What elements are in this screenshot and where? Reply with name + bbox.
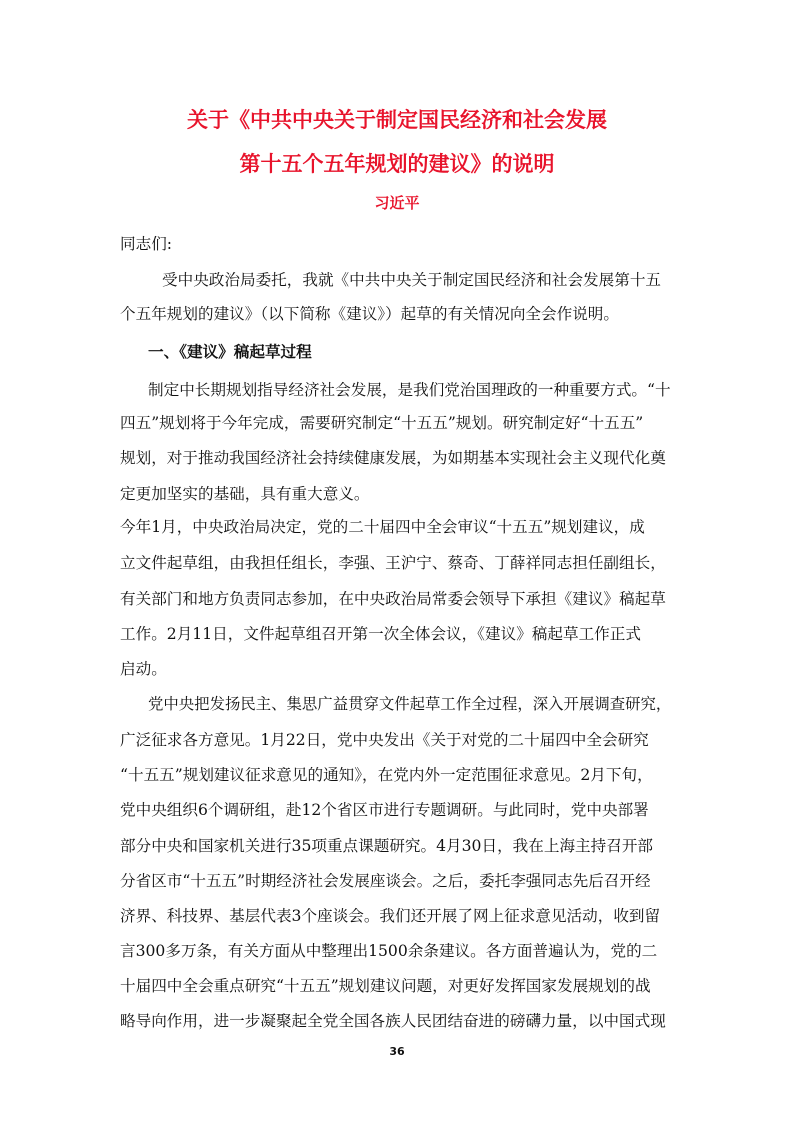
intro-line: 个五年规划的建议》（以下简称《建议》）起草的有关情况向全会作说明。 bbox=[120, 305, 619, 323]
paragraph-line: 工作。2月11日，文件起草组召开第一次全体会议，《建议》稿起草工作正式 bbox=[120, 625, 641, 643]
paragraph-line: 四五”规划将于今年完成，需要研究制定“十五五”规划。研究制定好“十五五” bbox=[120, 414, 644, 432]
paragraph-line: 部分中央和国家机关进行35项重点课题研究。4月30日，我在上海主持召开部 bbox=[120, 837, 654, 855]
page-number: 36 bbox=[389, 1045, 405, 1058]
paragraph-line: 制定中长期规划指导经济社会发展，是我们党治国理政的一种重要方式。“十 bbox=[148, 381, 671, 399]
paragraph-line: 言300多万条，有关方面从中整理出1500余条建议。各方面普遍认为，党的二 bbox=[120, 942, 658, 960]
paragraph-line: 立文件起草组，由我担任组长，李强、王沪宁、蔡奇、丁薛祥同志担任副组长， bbox=[120, 554, 666, 572]
paragraph-line: 启动。 bbox=[120, 660, 167, 678]
paragraph-line: 今年1月，中央政治局决定，党的二十届四中全会审议“十五五”规划建议，成 bbox=[120, 518, 645, 536]
title-line-2: 第十五个五年规划的建议》的说明 bbox=[239, 152, 555, 176]
paragraph-line: 济界、科技界、基层代表3个座谈会。我们还开展了网上征求意见活动，收到留 bbox=[120, 907, 661, 925]
section-heading: 一、《建议》稿起草过程 bbox=[148, 343, 312, 361]
title-line-1: 关于《中共中央关于制定国民经济和社会发展 bbox=[187, 108, 607, 132]
paragraph-line: 党中央把发扬民主、集思广益贯穿文件起草工作全过程，深入开展调查研究， bbox=[148, 695, 672, 713]
paragraph-line: 分省区市“十五五”时期经济社会发展座谈会。之后，委托李强同志先后召开经 bbox=[120, 872, 651, 890]
paragraph-line: 定更加坚实的基础，具有重大意义。 bbox=[120, 485, 370, 503]
paragraph-line: 有关部门和地方负责同志参加，在中央政治局常委会领导下承担《建议》稿起草 bbox=[120, 590, 666, 608]
paragraph-line: 规划，对于推动我国经济社会持续健康发展，为如期基本实现社会主义现代化奠 bbox=[120, 449, 666, 467]
salutation: 同志们: bbox=[120, 235, 173, 253]
paragraph-line: 广泛征求各方意见。1月22日，党中央发出《关于对党的二十届四中全会研究 bbox=[120, 731, 649, 749]
paragraph-line: 略导向作用，进一步凝聚起全党全国各族人民团结奋进的磅礴力量，以中国式现 bbox=[120, 1012, 666, 1030]
paragraph-line: “十五五”规划建议征求意见的通知》，在党内外一定范围征求意见。2月下旬， bbox=[120, 766, 653, 784]
paragraph-line: 党中央组织6个调研组，赴12个省区市进行专题调研。与此同时，党中央部署 bbox=[120, 801, 649, 819]
author: 习近平 bbox=[374, 194, 420, 212]
intro-line: 受中央政治局委托，我就《中共中央关于制定国民经济和社会发展第十五 bbox=[162, 271, 662, 289]
paragraph-line: 十届四中全会重点研究“十五五”规划建议问题，对更好发挥国家发展规划的战 bbox=[120, 977, 651, 995]
